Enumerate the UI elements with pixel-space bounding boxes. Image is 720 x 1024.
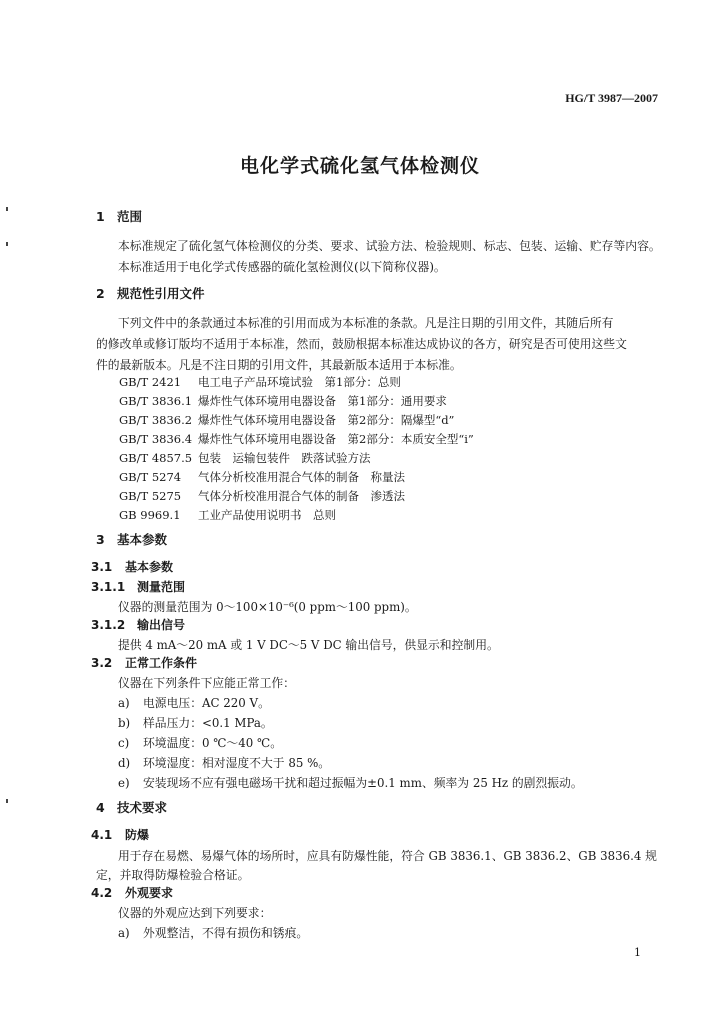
list-item: b) 样品压力：<0.1 MPa。 [118,716,273,730]
normative-reference: GB/T 3836.1 爆炸性气体环境用电器设备 第1部分：通用要求 [119,394,447,408]
section-3-heading: 3 基本参数 [96,532,168,547]
section-1-heading: 1 范围 [96,209,143,224]
section-2-para-line-3: 件的最新版本。凡是不注日期的引用文件，其最新版本适用于本标准。 [96,358,462,372]
page-title: 电化学式硫化氢气体检测仪 [239,155,480,177]
page-number: 1 [634,946,641,959]
section-1-para-2: 本标准适用于电化学式传感器的硫化氢检测仪(以下简称仪器)。 [118,260,446,274]
section-2-para-line-1: 下列文件中的条款通过本标准的引用而成为本标准的条款。凡是注日期的引用文件，其随后所有 [118,316,614,330]
section-3-2-intro: 仪器在下列条件下应能正常工作： [118,676,295,690]
section-2-heading: 2 规范性引用文件 [96,286,205,301]
list-item: d) 环境湿度：相对湿度不大于 85 %。 [118,756,331,770]
normative-reference: GB/T 5274 气体分析校准用混合气体的制备 称量法 [119,470,405,484]
standard-number: HG/T 3987—2007 [565,91,658,105]
scan-mark [6,799,8,803]
list-item: e) 安装现场不应有强电磁场干扰和超过振幅为±0.1 mm、频率为 25 Hz 的剧烈振动。 [118,776,583,790]
section-3-1-1-heading: 3.1.1 测量范围 [91,580,186,594]
normative-reference: GB/T 2421 电工电子产品环境试验 第1部分：总则 [119,375,401,389]
normative-reference: GB/T 3836.2 爆炸性气体环境用电器设备 第2部分：隔爆型“d” [119,413,455,427]
section-4-2-intro: 仪器的外观应达到下列要求： [118,906,272,920]
section-4-1-heading: 4.1 防爆 [91,828,150,842]
section-3-1-heading: 3.1 基本参数 [91,560,174,574]
list-item: a) 外观整洁，不得有损伤和锈痕。 [118,926,309,940]
scan-mark [6,207,8,211]
normative-reference: GB/T 4857.5 包装 运输包装件 跌落试验方法 [119,451,371,465]
normative-reference: GB/T 3836.4 爆炸性气体环境用电器设备 第2部分：本质安全型“i” [119,432,474,446]
section-3-1-2-heading: 3.1.2 输出信号 [91,618,186,632]
section-4-2-heading: 4.2 外观要求 [91,886,174,900]
section-3-2-heading: 3.2 正常工作条件 [91,656,198,670]
section-4-1-text-line-2: 定，并取得防爆检验合格证。 [96,868,250,882]
scan-mark [6,242,8,246]
section-4-1-text-line-1: 用于存在易燃、易爆气体的场所时，应具有防爆性能，符合 GB 3836.1、GB 3836.2、GB 3836.4 规 [118,849,657,863]
section-1-para-1: 本标准规定了硫化氢气体检测仪的分类、要求、试验方法、检验规则、标志、包装、运输、贮存等内容。 [118,239,661,253]
normative-reference: GB/T 5275 气体分析校准用混合气体的制备 渗透法 [119,489,405,503]
section-2-para-line-2: 的修改单或修订版均不适用于本标准，然而，鼓励根据本标准达成协议的各方，研究是否可使用这些文 [96,337,627,351]
list-item: a) 电源电压：AC 220 V。 [118,696,270,710]
section-3-1-2-text: 提供 4 mA～20 mA 或 1 V DC～5 V DC 输出信号，供显示和控制用。 [118,638,499,652]
section-3-1-1-text: 仪器的测量范围为 0～100×10⁻⁶(0 ppm～100 ppm)。 [118,600,417,614]
list-item: c) 环境温度：0 ℃～40 ℃。 [118,736,282,750]
normative-reference: GB 9969.1 工业产品使用说明书 总则 [119,508,336,522]
section-4-heading: 4 技术要求 [96,800,168,815]
